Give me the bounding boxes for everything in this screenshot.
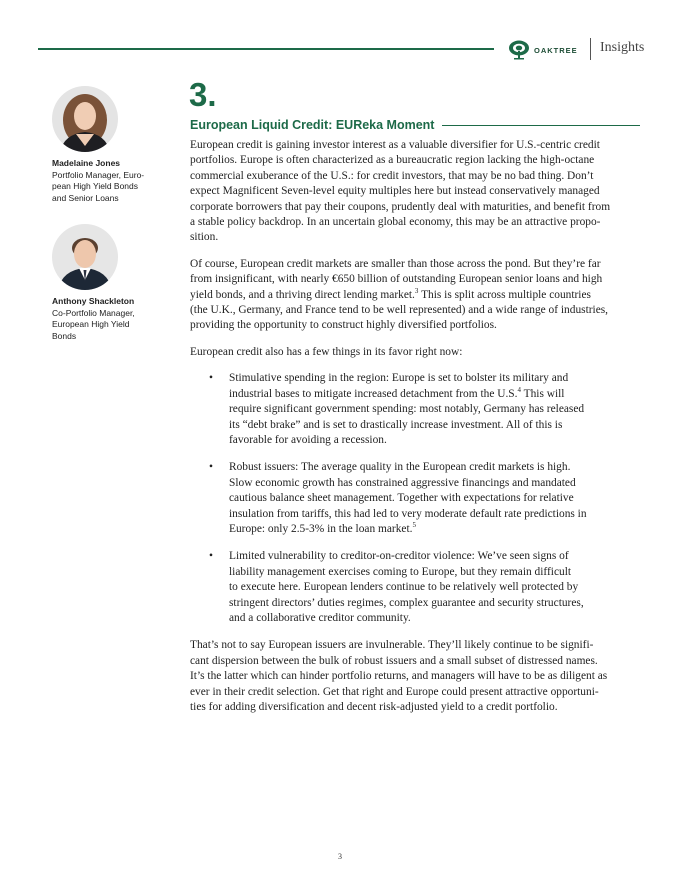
paragraph-1 [190,138,640,246]
text-line: require significant government spending: most notably, Germany has released [229,403,585,416]
footnote-ref-4[interactable]: 4 [517,385,521,394]
text-line [229,387,640,402]
text-line: ever in their credit selection. Get that right and Europe could present attractive opportuni- [190,685,599,698]
text-fragment: This will [520,387,565,400]
avatar-madelaine-jones [52,86,118,152]
header-separator [590,38,591,60]
text-line: liability management exercises coming to Europe, but they remain difficult [229,565,572,578]
paragraph-2 [190,257,640,334]
text-line [190,288,640,303]
section-title: European Liquid Credit: EUReka Moment [190,118,435,132]
text-line: to execute here. European lenders continue to be relatively well protected by [229,581,579,594]
footnote-ref-3[interactable]: 3 [414,286,419,295]
article-body [190,138,640,726]
bullet-item [190,371,640,448]
text-line: Slow economic growth has constrained aggressive financings and mandated [229,476,576,489]
footnote-ref-5[interactable]: 5 [412,521,416,530]
text-line: a stable policy backdrop. In an uncertain global economy, this may be an attractive propo- [190,216,601,229]
text-line: cant dispersion between the bulk of robust issuers and a small subset of distressed names. [190,654,598,667]
section-heading-row [190,118,640,132]
bullet-marker: • [209,461,213,474]
text-line: from insignificant, with nearly €650 billion of outstanding European senior loans and high [190,273,603,286]
text-line: its “debt brake” and is set to drastically increase investment. All of this is [229,418,563,431]
paragraph-4 [190,638,640,715]
text-line: insulation from tariffs, this had led to very moderate default rate predictions in [229,507,587,520]
text-line: Limited vulnerability to creditor-on-creditor violence: We’ve seen signs of [229,550,569,563]
author-role-line: European High Yield [52,319,130,329]
text-line: providing the opportunity to construct highly diversified portfolios. [190,319,497,332]
author-role-line: Portfolio Manager, Euro- [52,169,145,180]
author-role-line: Co-Portfolio Manager, [52,307,135,318]
text-line: Of course, European credit markets are smaller than those across the pond. But they’re far [190,257,601,270]
author-1 [52,158,162,204]
text-line [229,522,640,537]
section-label[interactable]: Insights [600,40,645,55]
text-line: portfolios. Europe is often characterized as a bureaucratic region lacking the high-octane [190,154,595,167]
text-line: cautious balance sheet management. Together with expectations for relative [229,492,574,505]
oak-tree-icon [508,40,530,60]
text-line: favorable for avoiding a recession. [229,433,387,446]
text-line: corporate borrowers that pay their coupons, prudently deal with maturities, and benefit from [190,200,611,213]
text-fragment: Europe: only 2.5-3% in the loan market. [229,522,413,535]
author-role-line: Bonds [52,330,77,341]
paragraph-3 [190,345,640,360]
author-2 [52,296,162,342]
text-fragment: yield bonds, and a thriving direct lending market. [190,288,415,301]
text-line: commercial exuberance of the U.S.: for credit investors, that may be no bad thing. Don’t [190,169,594,182]
text-fragment: This is split across multiple countries [418,288,591,301]
author-role-line: pean High Yield Bonds [52,181,139,191]
text-line: It’s the latter which can hinder portfolio returns, and managers will have to be as diligent as [190,670,608,683]
text-line: European credit is gaining investor interest as a valuable diversifier for U.S.-centric credit [190,139,600,151]
text-line: and a collaborative creditor community. [229,611,411,624]
section-number: 3. [189,76,217,113]
logo-text: OAKTREE [534,45,578,55]
author-name: Anthony Shackleton [52,296,135,306]
text-line: European credit also has a few things in its favor right now: [190,345,463,358]
avatar-anthony-shackleton [52,224,118,290]
text-line: (the U.K., Germany, and France tend to be well represented) and a wide range of industries, [190,304,609,317]
text-line: Stimulative spending in the region: Europe is set to bolster its military and [229,372,569,385]
text-fragment: industrial bases to mitigate increased detachment from the U.S. [229,387,518,400]
author-role-line: and Senior Loans [52,192,119,203]
bullet-list [190,371,640,626]
oaktree-logo[interactable] [508,40,578,60]
author-name: Madelaine Jones [52,158,121,168]
text-line: That’s not to say European issuers are invulnerable. They’ll likely continue to be signifi- [190,639,594,652]
section-title-rule [442,125,640,126]
text-line: ties for adding diversification and decent risk-adjusted yield to a credit portfolio. [190,701,558,713]
bullet-item [190,549,640,626]
text-line: sition. [190,231,219,244]
text-line: Robust issuers: The average quality in the European credit markets is high. [229,461,571,474]
text-line: expect Magnificent Seven-level equity multiples here but instead conservatively managed [190,185,600,198]
header-rule [38,48,494,50]
bullet-item [190,460,640,537]
bullet-marker: • [209,550,213,563]
page-number: 3 [338,852,342,861]
text-line: stringent directors’ duties regimes, complex guarantee and security structures, [229,596,584,609]
bullet-marker: • [209,372,213,385]
